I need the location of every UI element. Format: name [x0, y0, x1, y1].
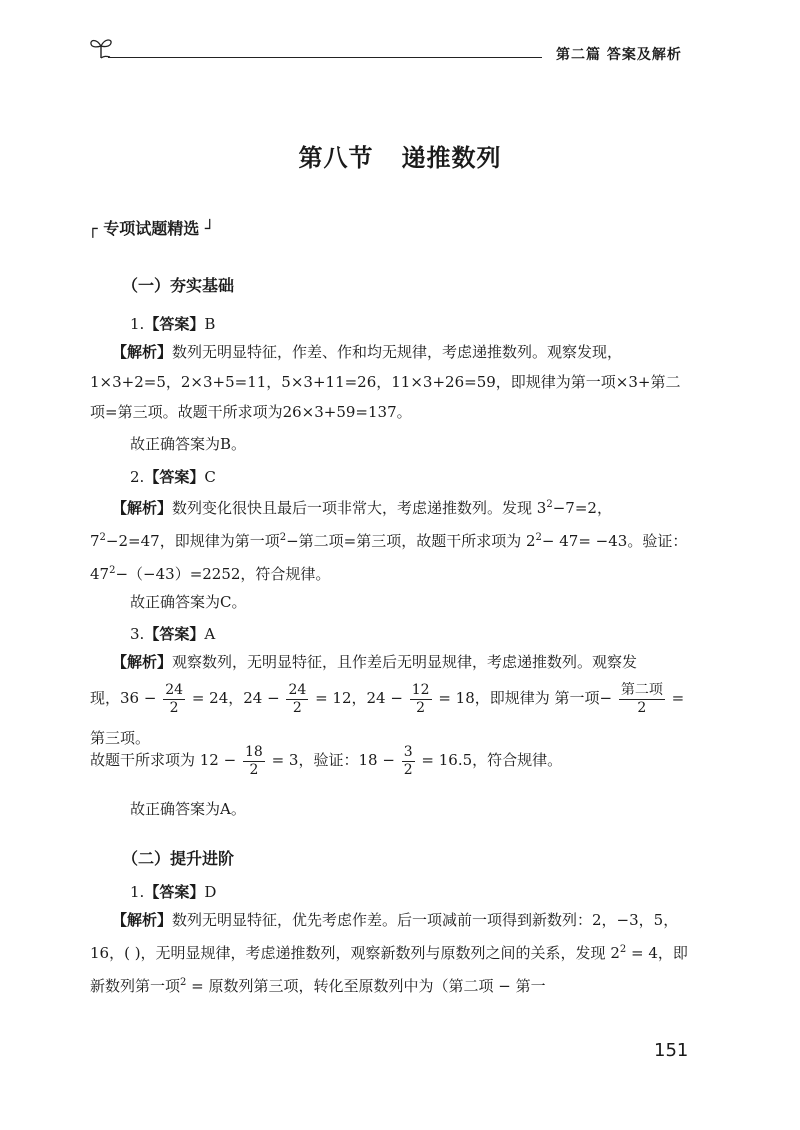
answer-tag: 【答案】 — [144, 625, 205, 643]
analysis-text-1: 数列无明显特征，优先考虑作差。后一项减前一项得到新数列：2，−3，5，16，( )，无明显规律，考虑递推数列，观察新数列与原数列之间的关系，发现 2 — [90, 911, 679, 962]
denominator: 2 — [637, 699, 647, 716]
section-title-box — [88, 216, 214, 239]
bracket-right: ┘ — [204, 219, 215, 238]
analysis-text-6: −（−43）=2252，符合规律。 — [115, 565, 331, 583]
analysis-tag: 【解析】 — [112, 911, 173, 929]
answer-tag: 【答案】 — [144, 883, 205, 901]
fraction — [163, 682, 185, 717]
math-text: 现，36 − — [90, 689, 157, 707]
exponent: 2 — [619, 944, 627, 955]
p1-q3-answer — [130, 623, 215, 644]
numerator: 24 — [165, 681, 184, 698]
denominator: 2 — [403, 761, 413, 778]
p2-q1-answer — [130, 881, 216, 902]
answer-number: 2. — [130, 468, 145, 486]
exponent: 2 — [546, 499, 553, 510]
analysis-tag: 【解析】 — [112, 653, 173, 671]
exponent: 2 — [180, 977, 187, 988]
exponent: 2 — [109, 565, 116, 576]
analysis-text: 观察数列，无明显特征，且作差后无明显规律，考虑递推数列。观察发 — [172, 653, 638, 671]
p1-q2-answer — [130, 466, 216, 487]
answer-value: C — [204, 468, 216, 486]
analysis-text-2: = 4，即新数列第一项 — [90, 944, 688, 995]
math-text: = 16.5，符合规律。 — [421, 751, 563, 769]
denominator: 2 — [169, 699, 179, 716]
header-rule — [108, 57, 542, 58]
math-text: = 12，24 − — [315, 689, 403, 707]
p1-q3-analysis-line1 — [112, 651, 637, 672]
p1-q1-answer — [130, 313, 215, 334]
answer-number: 1. — [130, 315, 145, 333]
analysis-tag: 【解析】 — [112, 343, 173, 361]
math-text: = 3，验证：18 − — [271, 751, 395, 769]
exponent: 2 — [99, 532, 106, 543]
analysis-text-3: = 原数列第三项，转化至原数列中为（第二项 − 第一 — [186, 977, 546, 995]
answer-value: B — [204, 315, 216, 333]
page-number: 151 — [654, 1040, 689, 1061]
exponent: 2 — [279, 532, 287, 543]
p2-q1-analysis — [90, 905, 694, 1001]
fraction — [410, 682, 432, 717]
section-title: 专项试题精选 — [103, 219, 200, 238]
analysis-text: 数列无明显特征，作差、作和均无规律，考虑递推数列。观察发现，1×3+2=5，2×3+5=11，5×3+11=26，11×3+26=59，即规律为第一项×3+第二项=第三项。故题干所求项为26×3+59=137。 — [90, 343, 681, 421]
denominator: 2 — [249, 761, 259, 778]
answer-tag: 【答案】 — [144, 468, 205, 486]
analysis-tag: 【解析】 — [112, 499, 173, 517]
analysis-text-1: 数列变化很快且最后一项非常大，考虑递推数列。发现 3 — [172, 499, 547, 517]
fraction — [619, 682, 665, 717]
denominator: 2 — [292, 699, 302, 716]
analysis-text-4: −第二项=第三项，故题干所求项为 2 — [286, 532, 536, 550]
page-title: 第八节 递推数列 — [298, 144, 502, 172]
answer-value: A — [204, 625, 216, 643]
math-text: 故题干所求项为 12 − — [90, 751, 237, 769]
analysis-text-3: −2=47，即规律为第一项 — [105, 532, 280, 550]
math-text: = 24，24 − — [191, 689, 280, 707]
p1-q2-conclusion: 故正确答案为C。 — [130, 593, 247, 611]
fraction — [243, 744, 265, 779]
fraction — [286, 682, 308, 717]
p1-q1-analysis — [90, 337, 694, 427]
p1-q3-conclusion: 故正确答案为A。 — [130, 800, 246, 818]
analysis-text-5: − 47= −43。验证：47 — [90, 532, 688, 583]
part1-heading: （一）夯实基础 — [122, 276, 235, 295]
p1-q3-analysis-line3 — [90, 740, 700, 780]
bracket-left: ┌ — [88, 219, 98, 238]
answer-value: D — [204, 883, 217, 901]
fraction — [402, 744, 415, 779]
p1-q2-analysis — [90, 490, 694, 589]
answer-number: 1. — [130, 883, 145, 901]
part2-heading: （二）提升进阶 — [122, 849, 235, 868]
header-title: 第二篇 答案及解析 — [556, 47, 682, 63]
numerator: 3 — [403, 743, 413, 760]
math-text: = 18，即规律为 第一项− — [438, 689, 613, 707]
p1-q1-conclusion: 故正确答案为B。 — [130, 435, 247, 453]
numerator: 12 — [411, 681, 430, 698]
analysis-text-2: −7=2，7 — [90, 499, 612, 550]
answer-tag: 【答案】 — [144, 315, 205, 333]
numerator: 18 — [244, 743, 263, 760]
exponent: 2 — [535, 532, 542, 543]
answer-number: 3. — [130, 625, 145, 643]
math-text: = 第三项。 — [90, 689, 685, 747]
numerator: 第二项 — [620, 681, 663, 698]
denominator: 2 — [416, 699, 426, 716]
numerator: 24 — [288, 681, 307, 698]
